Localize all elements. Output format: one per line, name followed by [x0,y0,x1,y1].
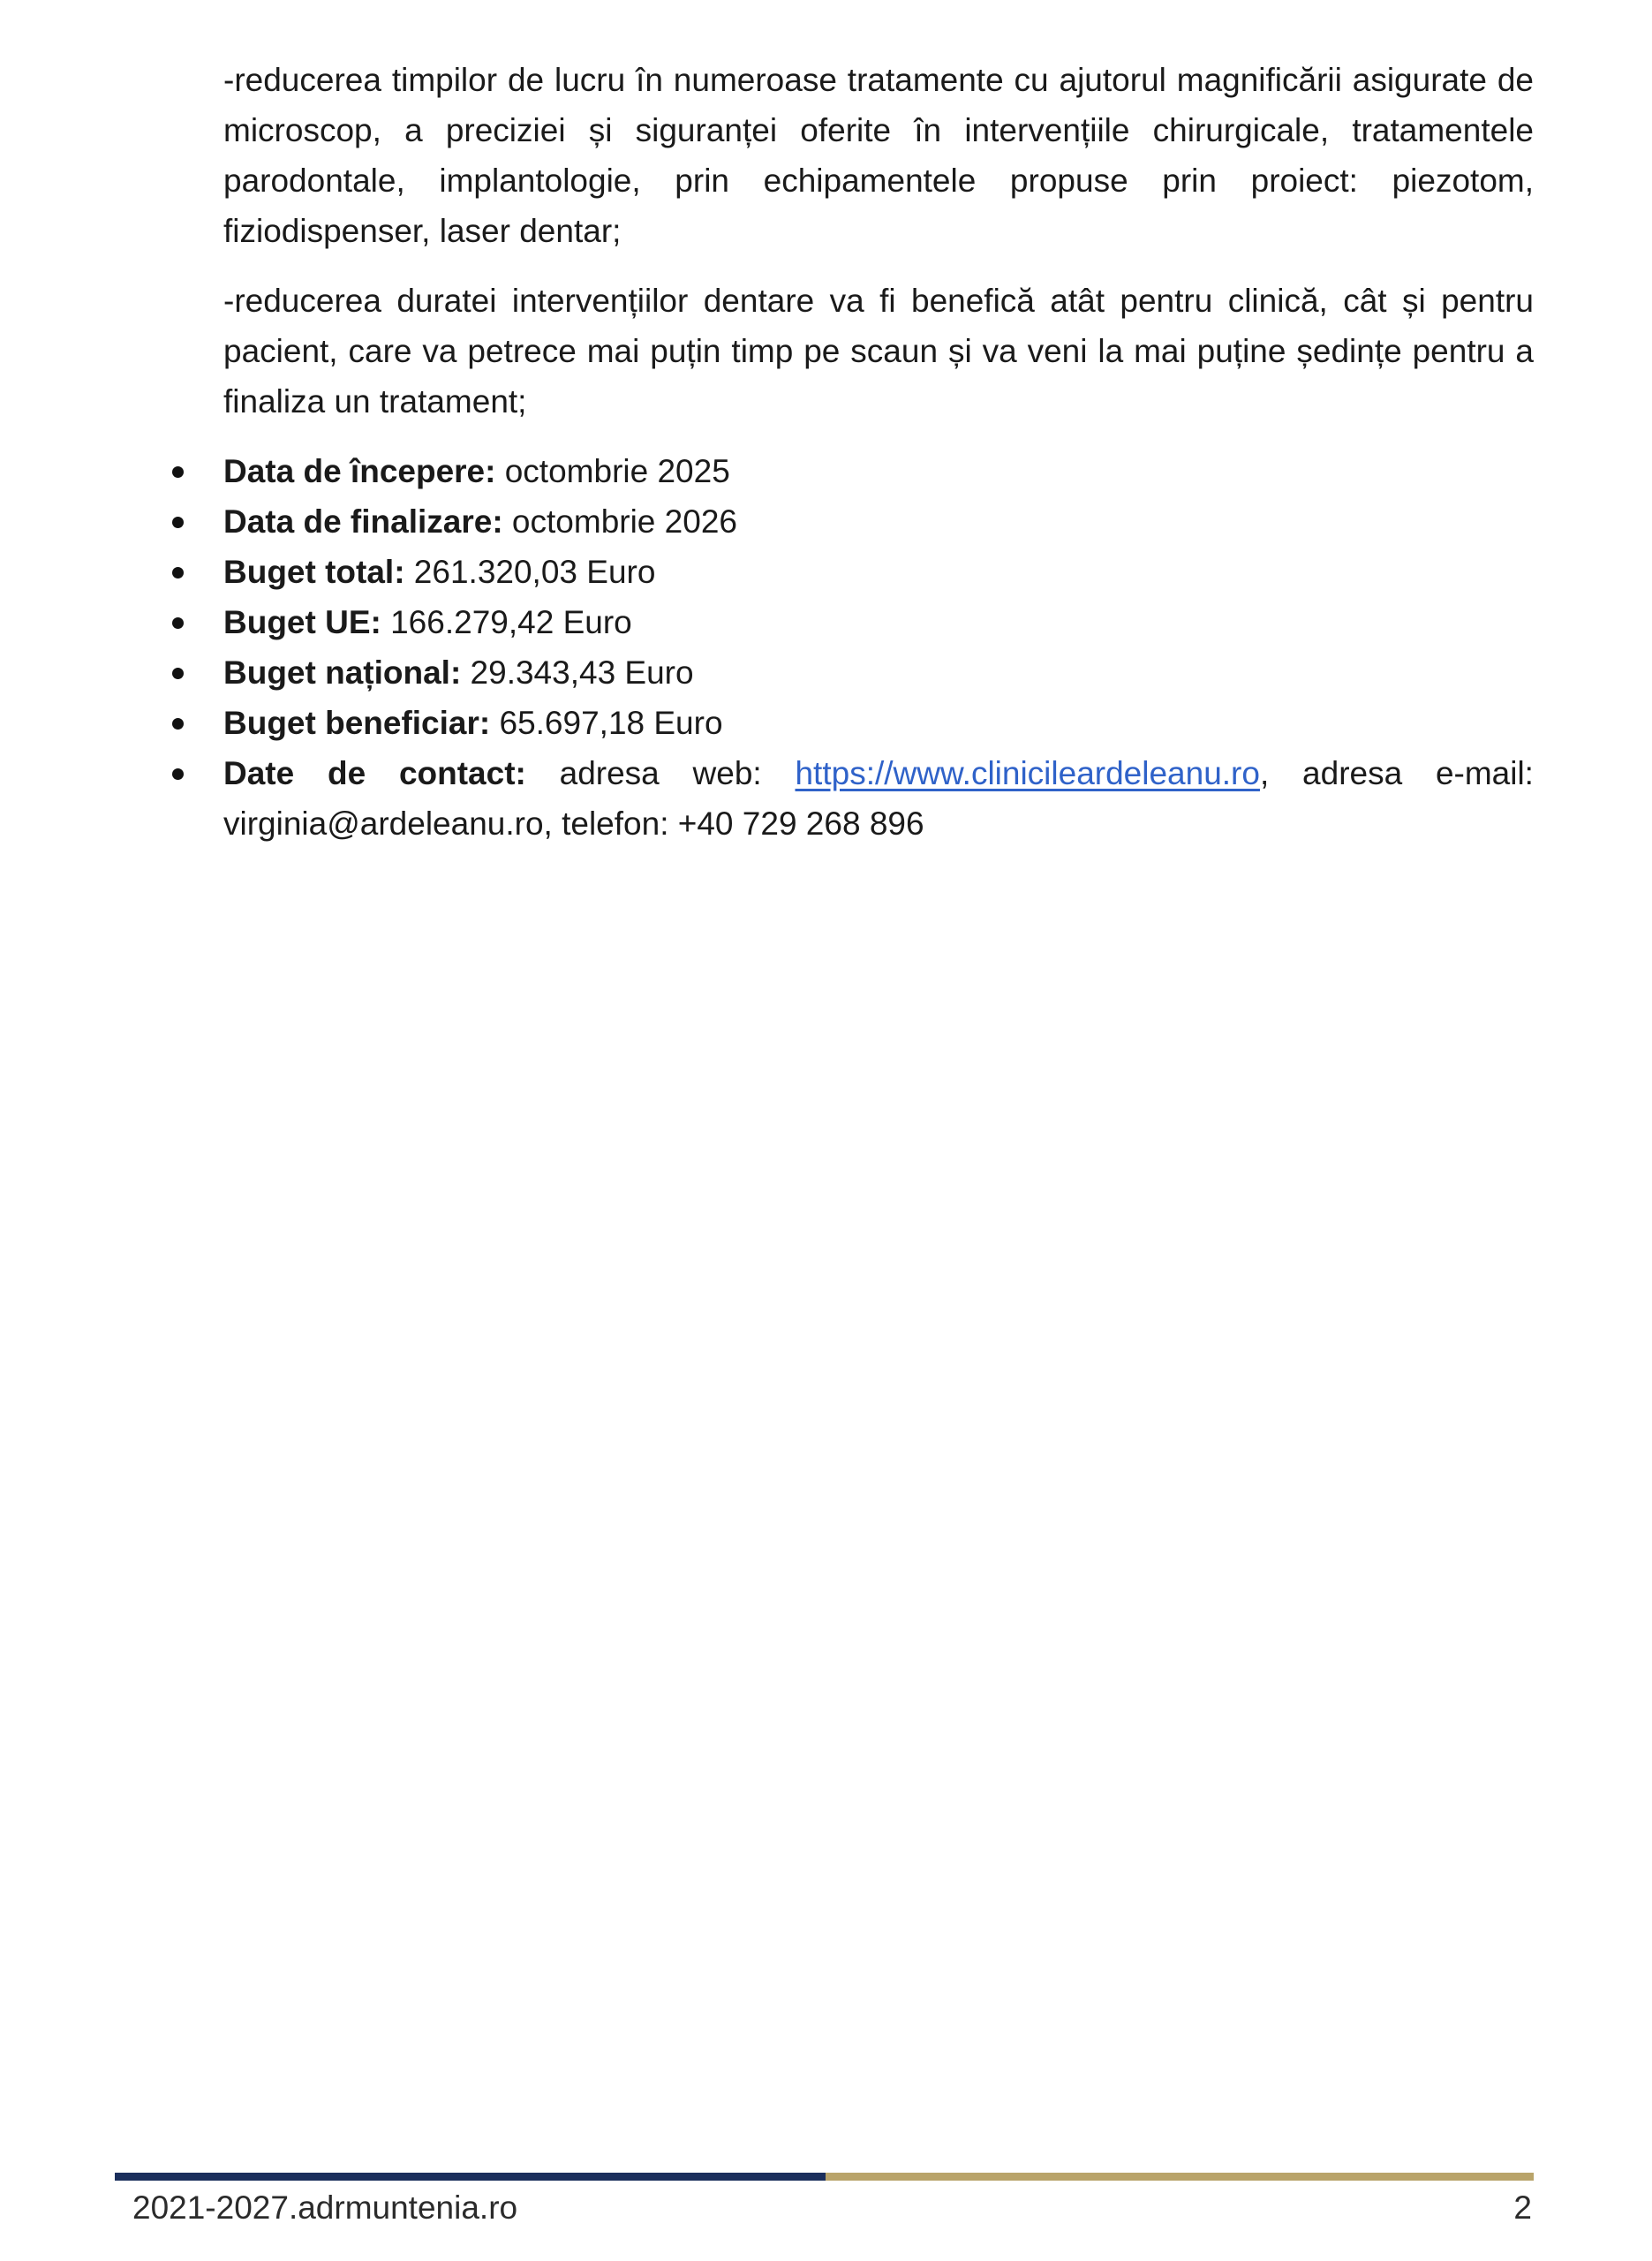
bullet-icon [172,466,184,478]
end-date-label: Data de finalizare: [223,503,503,540]
list-item-start-date [223,446,1534,496]
list-item-contact [223,748,1534,849]
contact-web-prefix: adresa web: [525,755,796,791]
total-budget-value: 261.320,03 Euro [404,554,656,590]
contact-label: Date de contact: [223,755,526,791]
national-budget-label: Buget național: [223,654,462,691]
eu-budget-value: 166.279,42 Euro [381,604,632,640]
list-item-national-budget [223,647,1534,698]
bullet-icon [172,718,184,730]
paragraph-intervention-duration: -reducerea duratei intervențiilor dentare va fi benefică atât pentru clinică, cât și pentru pacient, care va petrece mai puțin timp pe scaun și va veni la mai puține ședințe pentru a finaliza un tratament; [223,283,1534,420]
footer-divider [115,2173,1534,2181]
start-date-label: Data de începere: [223,453,496,489]
national-budget-value: 29.343,43 Euro [461,654,694,691]
bullet-icon [172,668,184,679]
document-body [223,55,1534,849]
bullet-icon [172,617,184,629]
total-budget-label: Buget total: [223,554,405,590]
paragraph-work-time-reduction: -reducerea timpilor de lucru în numeroase tratamente cu ajutorul magnificării asigurate de microscop, a preciziei și siguranței oferite în intervențiile chirurgicale, tratamentele parodontale, implantologie, prin echipamentele propuse prin proiect: piezotom, fiziodispenser, laser dentar; [223,62,1534,249]
bullet-icon [172,517,184,528]
list-item-end-date [223,496,1534,547]
end-date-value: octombrie 2026 [502,503,737,540]
list-item-total-budget [223,547,1534,597]
start-date-value: octombrie 2025 [495,453,730,489]
list-item-eu-budget [223,597,1534,647]
beneficiary-budget-label: Buget beneficiar: [223,705,491,741]
contact-details: , adresa e-mail: virginia@ardeleanu.ro, telefon: +40 729 268 896 [223,755,1534,842]
clinic-website-link[interactable]: https://www.clinicileardeleanu.ro [795,755,1260,791]
page-number: 2 [1513,2189,1532,2226]
footer-site: 2021-2027.adrmuntenia.ro [132,2189,518,2226]
footer-divider-accent [826,2173,1534,2181]
list-item-beneficiary-budget [223,698,1534,748]
eu-budget-label: Buget UE: [223,604,381,640]
footer-divider-primary [115,2173,826,2181]
bullet-icon [172,567,184,578]
bullet-icon [172,768,184,780]
beneficiary-budget-value: 65.697,18 Euro [490,705,723,741]
project-info-list [223,446,1534,849]
